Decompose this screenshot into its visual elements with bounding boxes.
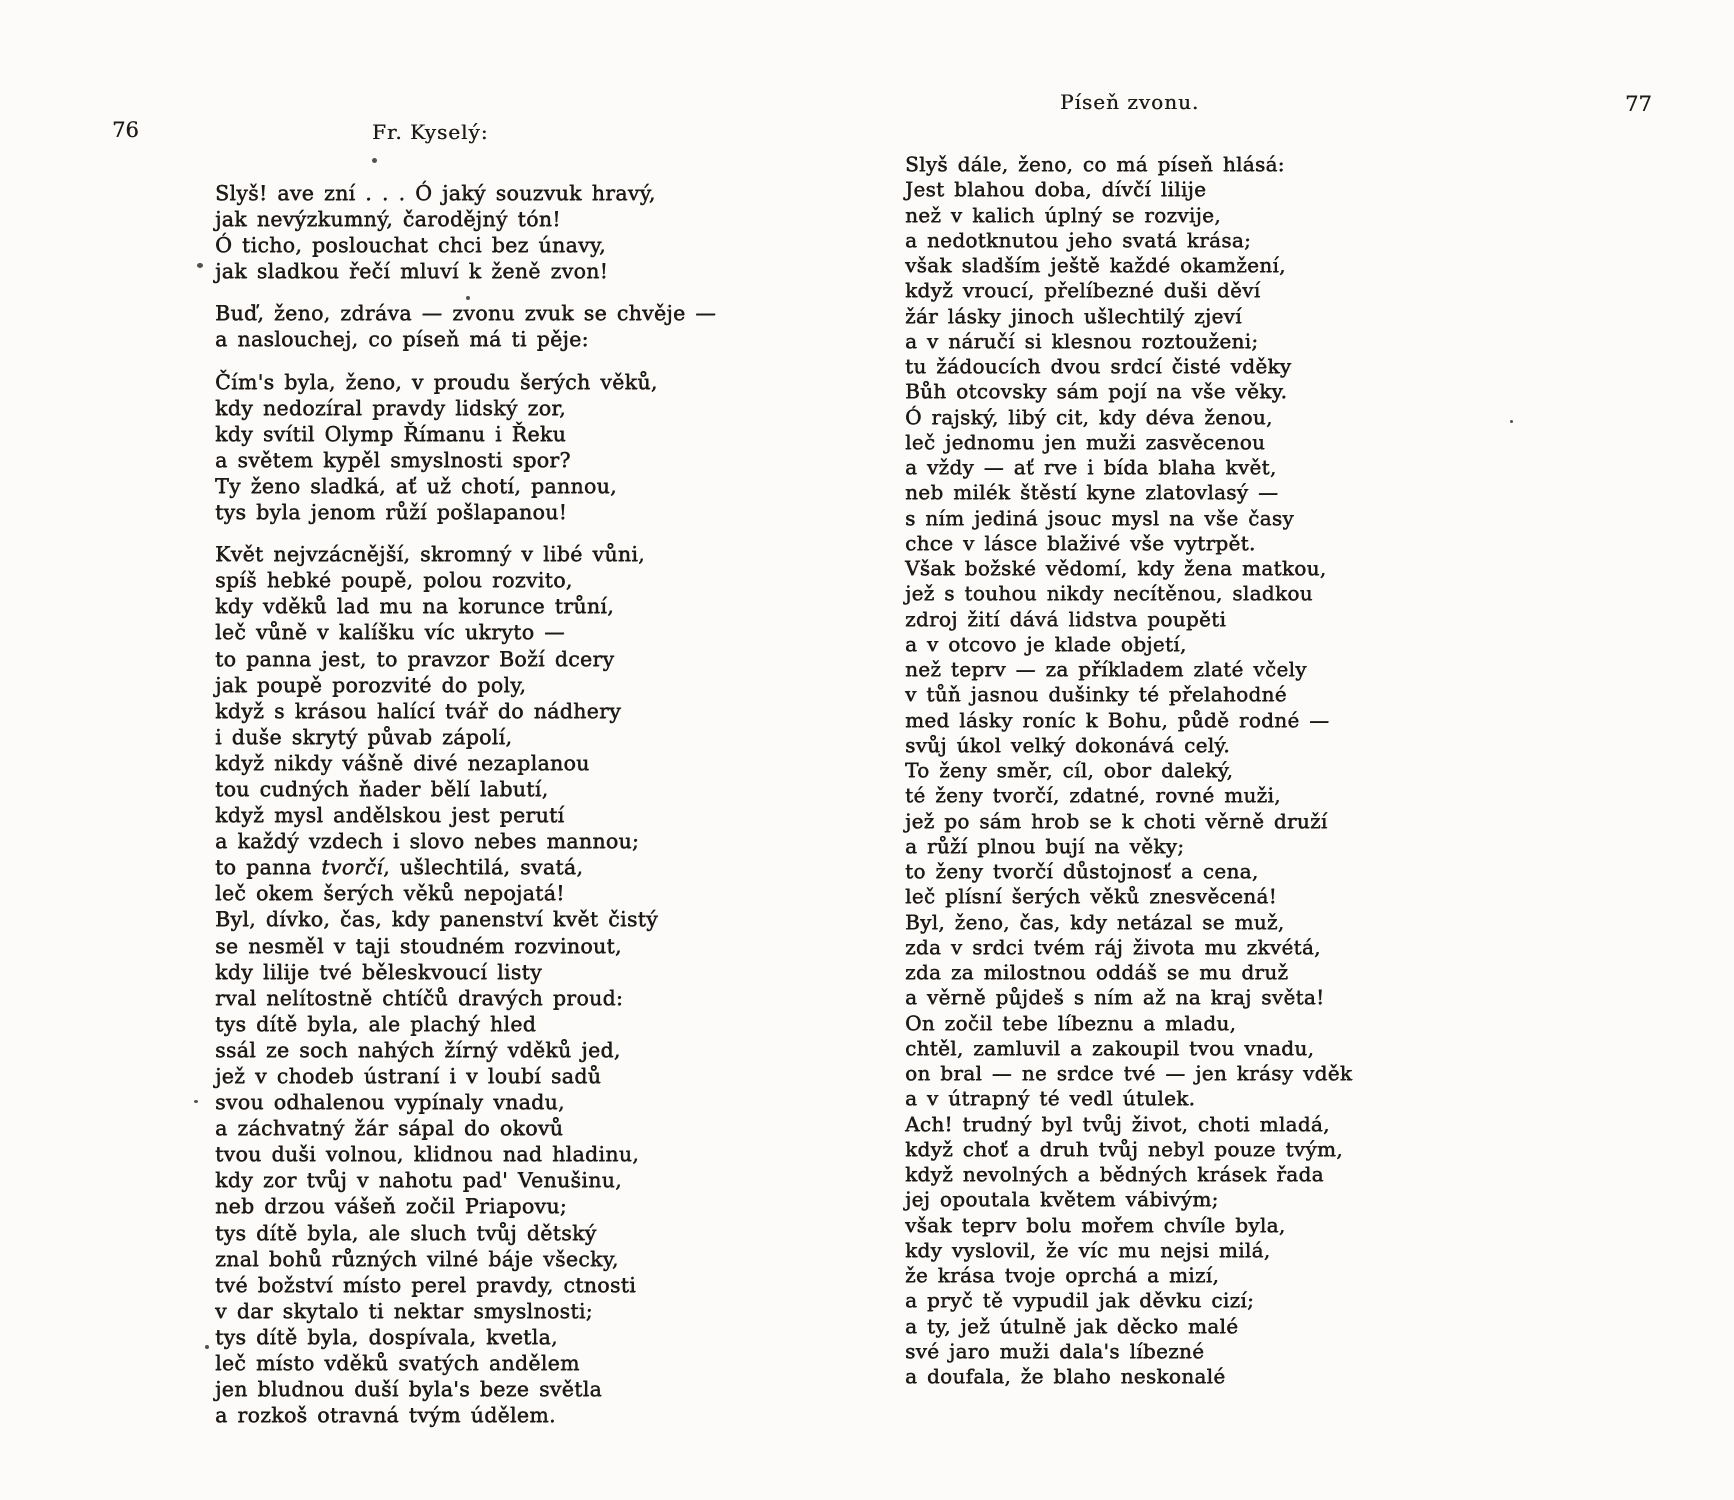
poem-line: kdy zor tvůj v nahotu pad' Venušinu, [215,1168,622,1193]
poem-line: Buď, ženo, zdráva — zvonu zvuk se chvěje — [215,301,717,326]
poem-line: ssál ze soch nahých žírný vděků jed, [215,1037,621,1062]
poem-line: jak poupě porozvité do poly, [215,672,527,697]
stanza [905,152,1352,1389]
poem-line: a věrně půjdeš s ním až na kraj světa! [905,985,1325,1010]
poem-line: leč plísní šerých věků znesvěcená! [905,884,1277,909]
poem-line: že krása tvoje oprchá a mizí, [905,1263,1220,1287]
poem-line: Byl, dívko, čas, kdy panenství květ čistý [215,907,659,932]
poem-line: a pryč tě vypudil jak děvku cizí; [905,1288,1255,1313]
poem-line: to panna jest, to pravzor Boží dcery [215,646,615,671]
poem-line: té ženy tvorčí, zdatné, rovné muži, [905,783,1281,808]
poem-line: Slyš dále, ženo, co má píseň hlásá: [905,152,1285,176]
poem-line: leč okem šerých věků nepojatá! [215,881,565,906]
poem-line: a světem kypěl smyslnosti spor? [215,447,571,472]
poem-line: leč místo vděků svatých andělem [215,1351,580,1376]
poem-line: Čím's byla, ženo, v proudu šerých věků, [215,369,658,394]
poem-line: kdy vděků lad mu na korunce trůní, [215,594,614,619]
poem-line: v tůň jasnou dušinky té přelahodné [905,682,1287,707]
poem-line: zda v srdci tvém ráj života mu zkvétá, [905,934,1321,959]
poem-line: spíš hebké poupě, polou rozvito, [215,568,573,593]
poem-line: med lásky roníc k Bohu, půdě rodné — [905,707,1330,732]
poem-line: žár lásky jinoch ušlechtilý zjeví [905,303,1242,328]
poem-line: znal bohů různých vilné báje všecky, [215,1246,619,1271]
poem-column-right [905,152,1352,1389]
poem-line: to panna tvorčí, ušlechtilá, svatá, [215,855,584,880]
poem-line: a v otcovo je klade objetí, [905,631,1187,656]
poem-line: Ó ticho, poslouchat chci bez únavy, [215,233,606,258]
poem-line: když mysl andělskou jest perutí [215,803,565,828]
poem-line: a růží plnou bují na věky; [905,833,1185,858]
poem-line: jež s touhou nikdy necítěnou, sladkou [905,581,1313,606]
poem-line: jen bludnou duší byla's beze světla [215,1377,603,1402]
ink-speck [205,1345,209,1349]
page-number-left: 76 [112,118,139,142]
running-header-right: Píseň zvonu. [1060,90,1200,114]
poem-line: rval nelítostně chtíčů dravých proud: [215,985,624,1010]
poem-line: tu žádoucích dvou srdcí čisté vděky [905,354,1292,378]
poem-line: Slyš! ave zní . . . Ó jaký souzvuk hravý, [215,181,656,205]
poem-line: v dar skytalo ti nektar smyslnosti; [215,1298,593,1323]
poem-line: svou odhalenou vypínaly vnadu, [215,1090,565,1115]
poem-line: když vroucí, přelíbezné duši děví [905,278,1261,303]
poem-line: však sladším ještě každé okamžení, [905,253,1286,277]
poem-line: Byl, ženo, čas, kdy netázal se muž, [905,909,1285,934]
poem-line: svůj úkol velký dokonává celý. [905,732,1230,757]
ink-speck [1510,420,1513,423]
poem-line: tys dítě byla, dospívala, kvetla, [215,1324,558,1349]
poem-line: neb drzou vášeň zočil Priapovu; [215,1194,568,1219]
poem-line: Ty ženo sladká, ať už chotí, pannou, [215,473,617,498]
poem-line: s ním jediná jsouc mysl na vše časy [905,505,1294,530]
stanza [215,541,716,1428]
poem-line: a v náručí si klesnou roztouženi; [905,328,1259,353]
poem-line: a nedotknutou jeho svatá krása; [905,227,1252,252]
poem-line: než v kalich úplný se rozvije, [905,202,1221,227]
poem-line: on bral — ne srdce tvé — jen krásy vděk [905,1061,1353,1085]
poem-line: Jest blahou doba, dívčí lilije [905,177,1207,202]
poem-line: a naslouchej, co píseň má ti pěje: [215,327,589,352]
poem-line: Květ nejvzácnější, skromný v libé vůni, [215,542,645,567]
poem-line: leč vůně v kalíšku víc ukryto — [215,620,565,645]
poem-line: a ty, jež útulně jak děcko malé [905,1313,1239,1338]
poem-line: a každý vzdech i slovo nebes mannou; [215,829,640,854]
poem-line: a záchvatný žár sápal do okovů [215,1116,564,1141]
poem-line: když nevolných a bědných krásek řada [905,1162,1324,1186]
poem-line: tys dítě byla, ale sluch tvůj dětský [215,1220,597,1245]
poem-line: Ach! trudný byl tvůj život, choti mladá, [905,1111,1330,1136]
poem-line: to ženy tvorčí důstojnosť a cena, [905,859,1259,883]
poem-line: zda za milostnou oddáš se mu druž [905,960,1289,984]
poem-line: tys byla jenom růží pošlapanou! [215,500,568,525]
page-number-right: 77 [1625,92,1652,116]
poem-line: Bůh otcovsky sám pojí na vše věky. [905,379,1288,404]
poem-line: i duše skrytý půvab zápolí, [215,724,513,749]
stanza [215,369,716,526]
poem-line: tvou duši volnou, klidnou nad hladinu, [215,1142,640,1167]
poem-line: tys dítě byla, ale plachý hled [215,1011,537,1036]
poem-line: jej opoutala květem vábivým; [905,1187,1219,1212]
poem-line: Ó rajský, libý cit, kdy déva ženou, [905,404,1273,429]
poem-line: když choť a druh tvůj nebyl pouze tvým, [905,1136,1343,1161]
poem-line: však teprv bolu mořem chvíle byla, [905,1212,1286,1237]
poem-line: když nikdy vášně divé nezaplanou [215,750,590,775]
poem-line: chtěl, zamluvil a zakoupil tvou vnadu, [905,1035,1315,1060]
poem-column-left [215,180,716,1428]
poem-line: jež po sám hrob se k choti věrně druží [905,808,1328,833]
poem-line: tou cudných ňader bělí labutí, [215,776,549,801]
poem-line: chce v lásce blaživé vše vytrpět. [905,530,1256,555]
poem-line: než teprv — za příkladem zlaté včely [905,657,1307,681]
stanza [215,300,716,352]
poem-line: kdy lilije tvé běleskvoucí listy [215,959,542,984]
poem-line: a rozkoš otravná tvým údělem. [215,1403,556,1428]
ink-speck [466,296,470,300]
poem-line: a doufala, že blaho neskonalé [905,1364,1226,1388]
poem-line: když s krásou halící tvář do nádhery [215,698,621,723]
poem-line: své jaro muži dala's líbezné [905,1338,1205,1363]
poem-line: zdroj žití dává lidstva poupěti [905,606,1227,631]
poem-line: To ženy směr, cíl, obor daleký, [905,758,1234,782]
poem-line: jak nevýzkumný, čarodějný tón! [215,207,561,232]
poem-line: Však božské vědomí, kdy žena matkou, [905,556,1327,580]
poem-line: On zočil tebe líbeznu a mladu, [905,1010,1237,1035]
running-header-left: Fr. Kyselý: [372,120,489,144]
ink-speck [197,263,203,268]
poem-line: jak sladkou řečí mluví k ženě zvon! [215,259,609,284]
poem-line: a vždy — ať rve i bída blaha květ, [905,455,1277,479]
poem-line: a v útrapný té vedl útulek. [905,1086,1196,1111]
poem-line: tvé božství místo perel pravdy, ctnosti [215,1272,637,1297]
poem-line: leč jednomu jen muži zasvěcenou [905,429,1266,454]
poem-line: kdy nedozíral pravdy lidský zor, [215,395,566,420]
poem-line: se nesměl v taji stoudném rozvinout, [215,933,622,958]
ink-speck [194,1100,198,1103]
poem-line: neb milék štěstí kyne zlatovlasý — [905,480,1279,505]
ink-speck [372,158,377,163]
poem-line: kdy vyslovil, že víc mu nejsi milá, [905,1237,1271,1262]
stanza [215,180,716,284]
poem-line: kdy svítil Olymp Římanu i Řeku [215,421,567,446]
poem-line: jež v chodeb ústraní i v loubí sadů [215,1064,602,1088]
